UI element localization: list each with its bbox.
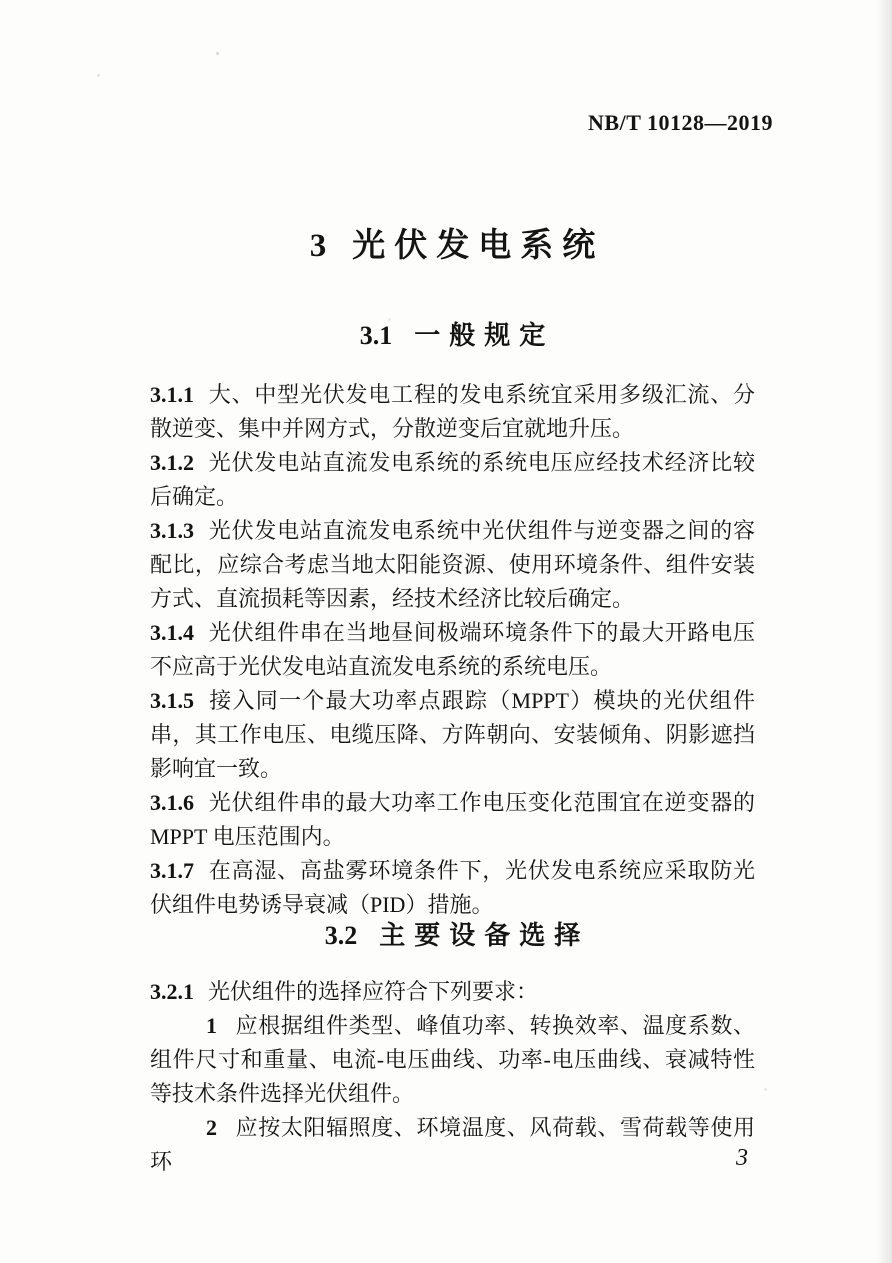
- clause-3-1-1: [150, 378, 755, 446]
- clause-3-1-5-number: 3.1.5: [150, 688, 194, 713]
- clause-3-1-4-text: 光伏组件串在当地昼间极端环境条件下的最大开路电压不应高于光伏发电站直流发电系统的系统电压。: [150, 620, 755, 679]
- clause-3-2-1-text: 光伏组件的选择应符合下列要求：: [208, 979, 539, 1004]
- clause-3-1-1-number: 3.1.1: [150, 382, 194, 407]
- clause-3-1-4: [150, 616, 755, 684]
- page-number: 3: [736, 1145, 748, 1171]
- scan-speck: [216, 52, 219, 55]
- clause-3-1-7-number: 3.1.7: [150, 858, 194, 883]
- section-heading-3-1: [150, 322, 755, 350]
- clause-3-1-1-text: 大、中型光伏发电工程的发电系统宜采用多级汇流、分散逆变、集中并网方式，分散逆变后宜就地升压。: [150, 382, 755, 441]
- section-3-2-title: 主要设备选择: [379, 921, 590, 950]
- clause-3-1-6: [150, 786, 755, 854]
- clause-3-1-6-number: 3.1.6: [150, 790, 194, 815]
- chapter-title-text: 光伏发电系统: [352, 228, 605, 264]
- chapter-title: [150, 226, 755, 266]
- section-3-2-number: 3.2: [324, 921, 358, 950]
- subitem-1: [150, 1009, 755, 1111]
- scan-speck: [97, 74, 100, 77]
- clause-3-1-2-text: 光伏发电站直流发电系统的系统电压应经技术经济比较后确定。: [150, 450, 755, 509]
- section-3-1-title: 一般规定: [414, 321, 555, 350]
- clause-3-1-6-text: 光伏组件串的最大功率工作电压变化范围宜在逆变器的MPPT 电压范围内。: [150, 790, 755, 849]
- clause-3-1-3: [150, 514, 755, 616]
- clause-3-1-5-text: 接入同一个最大功率点跟踪（MPPT）模块的光伏组件串，其工作电压、电缆压降、方阵朝向、安装倾角、阴影遮挡影响宜一致。: [150, 688, 755, 781]
- standard-number: NB/T 10128—2019: [588, 110, 773, 135]
- scan-speck: [388, 318, 391, 321]
- clause-3-1-2-number: 3.1.2: [150, 450, 194, 475]
- clause-3-1-3-number: 3.1.3: [150, 518, 194, 543]
- clause-3-2-1: [150, 975, 755, 1009]
- subitem-2: [150, 1111, 755, 1179]
- clause-3-1-7: [150, 854, 755, 922]
- subitem-1-number: 1: [206, 1013, 217, 1038]
- page-content: [150, 0, 755, 1179]
- clause-3-1-3-text: 光伏发电站直流发电系统中光伏组件与逆变器之间的容配比，应综合考虑当地太阳能资源、使用环境条件、组件安装方式、直流损耗等因素，经技术经济比较后确定。: [150, 518, 755, 611]
- chapter-number: 3: [309, 228, 327, 264]
- clause-3-1-2: [150, 446, 755, 514]
- scan-speck: [764, 1088, 767, 1091]
- clause-3-1-4-number: 3.1.4: [150, 620, 194, 645]
- section-3-1-number: 3.1: [359, 321, 393, 350]
- paper-edge-shadow: [876, 0, 892, 1263]
- clause-3-1-5: [150, 684, 755, 786]
- subitem-2-number: 2: [206, 1115, 217, 1140]
- subitem-1-text: 应根据组件类型、峰值功率、转换效率、温度系数、组件尺寸和重量、电流-电压曲线、功率-电压曲线、衰减特性等技术条件选择光伏组件。: [150, 1013, 755, 1106]
- clause-3-1-7-text: 在高湿、高盐雾环境条件下，光伏发电系统应采取防光伏组件电势诱导衰减（PID）措施。: [150, 858, 755, 917]
- clause-3-2-1-number: 3.2.1: [150, 979, 194, 1004]
- section-heading-3-2: [150, 922, 755, 950]
- subitem-2-text: 应按太阳辐照度、环境温度、风荷载、雪荷载等使用环: [150, 1115, 755, 1174]
